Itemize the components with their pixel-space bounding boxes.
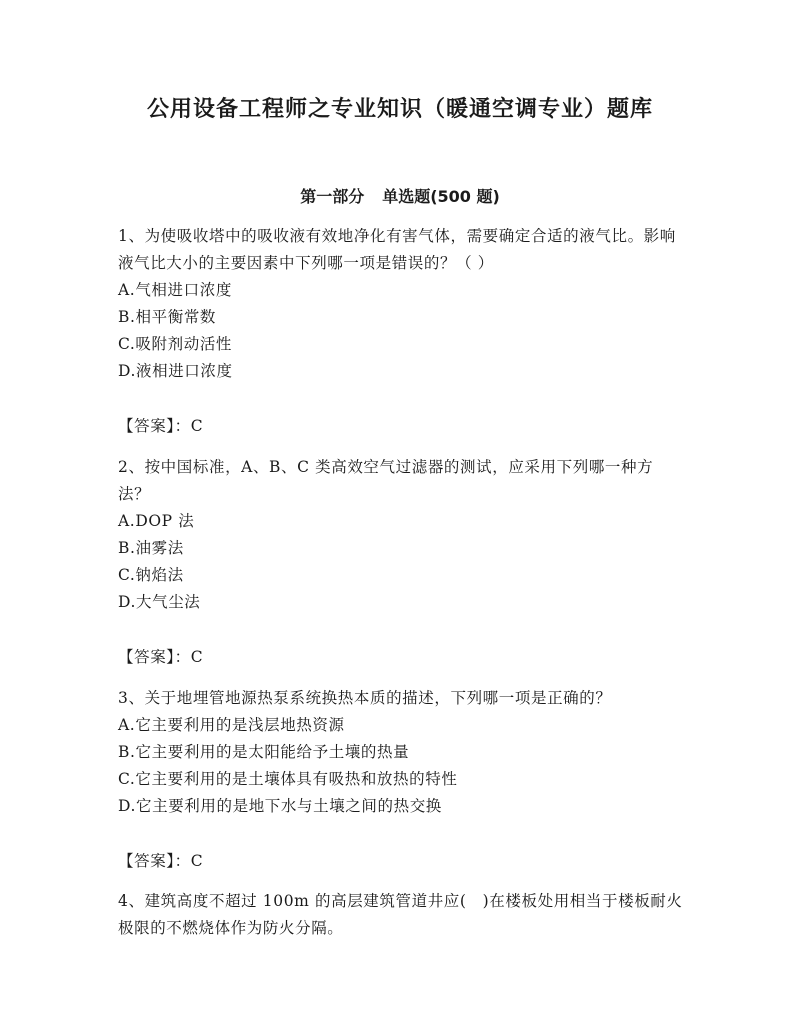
question-number: 2、 [118, 458, 145, 476]
option-a: A.气相进口浓度 [118, 281, 232, 299]
answer-value: C [190, 417, 204, 435]
section-part: 第一部分 [300, 187, 365, 206]
option-c: C.它主要利用的是土壤体具有吸热和放热的特性 [118, 770, 458, 788]
answer-2 [118, 644, 203, 671]
section-name: 单选题(500 题) [382, 187, 500, 206]
question-text: 建筑高度不超过 100m 的高层建筑管道井应( )在楼板处用相当于楼板耐火极限的不燃烧体作为防火分隔。 [118, 892, 683, 937]
section-heading [0, 184, 800, 207]
option-b: B.油雾法 [118, 539, 184, 557]
question-stem [118, 888, 684, 942]
option-d: D.它主要利用的是地下水与土壤之间的热交换 [118, 797, 442, 815]
option-c: C.钠焰法 [118, 566, 184, 584]
question-number: 4、 [118, 892, 145, 910]
question-stem [118, 223, 684, 277]
question-text: 为使吸收塔中的吸收液有效地净化有害气体，需要确定合适的液气比。影响液气比大小的主要因素中下列哪一项是错误的？（ ） [118, 227, 676, 272]
question-stem [118, 454, 684, 508]
answer-label: 【答案】： [118, 648, 191, 666]
question-text: 按中国标准，A、B、C 类高效空气过滤器的测试，应采用下列哪一种方法？ [118, 458, 654, 503]
question-3 [118, 685, 684, 820]
option-c: C.吸附剂动活性 [118, 335, 233, 353]
answer-1 [118, 413, 203, 440]
option-b: B.它主要利用的是太阳能给予土壤的热量 [118, 743, 410, 761]
document-title: 公用设备工程师之专业知识（暖通空调专业）题库 [146, 97, 653, 122]
option-d: D.大气尘法 [118, 593, 201, 611]
answer-value: C [190, 648, 204, 666]
answer-value: C [190, 852, 204, 870]
question-4 [118, 888, 684, 942]
option-a: A.它主要利用的是浅层地热资源 [118, 716, 345, 734]
option-d: D.液相进口浓度 [118, 362, 233, 380]
question-2 [118, 454, 684, 616]
answer-label: 【答案】： [118, 417, 191, 435]
answer-3 [118, 848, 203, 875]
option-a: A.DOP 法 [118, 512, 195, 530]
question-text: 关于地埋管地源热泵系统换热本质的描述，下列哪一项是正确的？ [144, 689, 612, 707]
question-number: 1、 [118, 227, 145, 245]
question-stem [118, 685, 684, 712]
answer-label: 【答案】： [118, 852, 191, 870]
question-number: 3、 [118, 689, 145, 707]
option-b: B.相平衡常数 [118, 308, 217, 326]
question-1 [118, 223, 684, 385]
